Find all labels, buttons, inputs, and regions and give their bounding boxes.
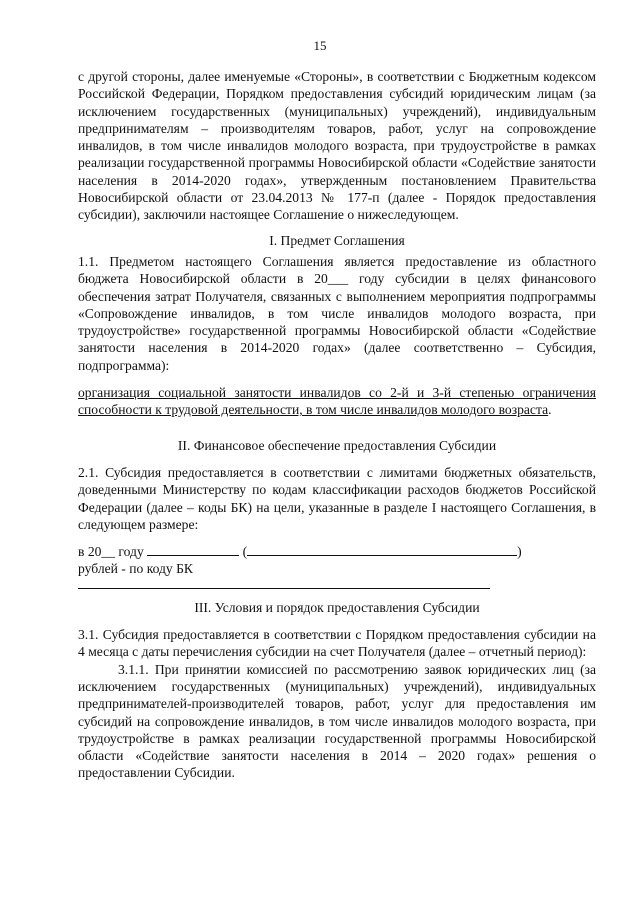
section-1-heading: I. Предмет Соглашения — [269, 232, 405, 248]
year-amount-line — [78, 543, 596, 560]
rub-line: рублей - по коду БК — [78, 561, 194, 577]
paren-close: ) — [517, 544, 522, 560]
year-prefix: в 20__ году — [78, 544, 144, 560]
section-2-heading: II. Финансовое обеспечение предоставления Субсидии — [177, 437, 497, 453]
amount-words-blank — [247, 543, 517, 556]
amount-blank — [147, 543, 209, 556]
section-3-paragraph-2: 3.1.1. При принятии комиссией по рассмотрению заявок юридических лиц (за исключением государственных (муниципальных) учреждений), индивидуальных предпринимателей-производителей товаров, работ, услуг для предоставления им субсидий на сопровождение инвалидов, в том числе инвалидов молодого возраста, при трудоустройстве в рамках реализации государственной программы Новосибирской области «Содействие занятости населения в 2014 – 2020 годах» решения о предоставлении Субсидии. — [78, 661, 596, 781]
paren-open: ( — [242, 544, 248, 560]
section-1-paragraph: 1.1. Предметом настоящего Соглашения является предоставление из областного бюджета Новосибирской области в 20___ году субсидии в целях финансового обеспечения затрат Получателя, связанных с выполнением мероприятия подпрограммы «Сопровождение инвалидов, в том числе инвалидов молодого возраста, при трудоустройстве» государственной программы Новосибирской области «Содействие занятости населения в 2014-2020 годах» (далее соответственно – Субсидия, подпрограмма): — [78, 253, 596, 373]
page-number: 15 — [313, 38, 327, 53]
section-2-paragraph: 2.1. Субсидия предоставляется в соответствии с лимитами бюджетных обязательств, доведенными Министерству по кодам классификации расходов бюджетов Российской Федерации (далее – коды БК) на цели, указанные в разделе I настоящего Соглашения, в следующем размере: — [78, 464, 596, 532]
separator-line — [78, 588, 490, 589]
intro-paragraph: с другой стороны, далее именуемые «Стороны», в соответствии с Бюджетным кодексом Российской Федерации, Порядком предоставления субсидий юридическим лицам (за исключением государственных (муниципальных) учреждений), индивидуальным предпринимателям – производителям товаров, работ, услуг на сопровождение инвалидов, в том числе инвалидов молодого возраста, при трудоустройстве в рамках реализации государственной программы Новосибирской области «Содействие занятости населения в 2014-2020 годах», утвержденным постановлением Правительства Новосибирской области от 23.04.2013 № 177-п (далее - Порядок предоставления субсидии), заключили настоящее Соглашение о нижеследующем. — [78, 69, 596, 223]
section-1-underlined-item — [78, 384, 596, 419]
section-3-paragraph-1: 3.1. Субсидия предоставляется в соответствии с Порядком предоставления субсидии на 4 месяца с даты перечисления субсидии на счет Получателя (далее – отчетный период): — [78, 627, 596, 660]
document-body — [78, 68, 596, 782]
underlined-end: . — [548, 402, 552, 418]
section-3-heading: III. Условия и порядок предоставления Субсидии — [194, 599, 480, 615]
underlined-text: организация социальной занятости инвалидов со 2-й и 3-й степенью ограничения способности к трудовой деятельности, в том числе инвалидов молодого возраста — [78, 385, 596, 418]
amount-blank-2 — [209, 543, 239, 556]
